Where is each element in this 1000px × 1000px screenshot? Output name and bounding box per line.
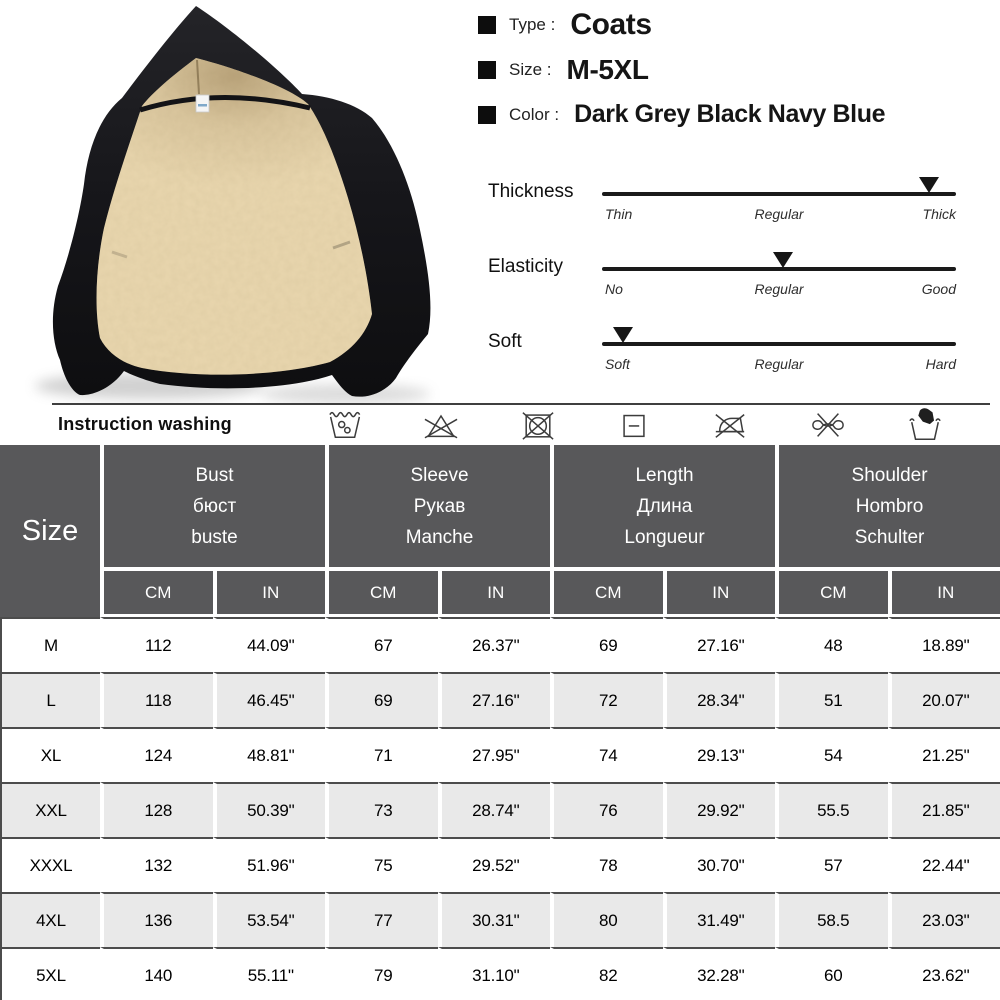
table-row (0, 617, 1000, 672)
scale-left: No (605, 281, 623, 297)
value-cell: 28.34" (663, 672, 776, 727)
value-cell: 140 (100, 947, 213, 1000)
scale-right: Thick (922, 206, 956, 222)
value-cell: 67 (325, 617, 438, 672)
length-header (550, 445, 775, 571)
table-row (0, 947, 1000, 1000)
slider-track (602, 192, 956, 196)
slider-scale (602, 356, 956, 376)
value-cell: 22.44" (888, 837, 1000, 892)
slider-scale (602, 206, 956, 226)
value-cell: 80 (550, 892, 663, 947)
do-not-iron-icon (711, 408, 749, 442)
value-cell: 124 (100, 727, 213, 782)
value-cell: 31.49" (663, 892, 776, 947)
type-label: Type : (509, 14, 556, 34)
scale-center: Regular (754, 356, 804, 372)
value-cell: 82 (550, 947, 663, 1000)
machine-wash-icon (326, 408, 364, 442)
size-corner-header: Size (0, 445, 100, 617)
shoulder-header (775, 445, 1000, 571)
value-cell: 48.81" (213, 727, 326, 782)
scale-center: Regular (754, 206, 804, 222)
value-cell: 55.5 (775, 782, 888, 837)
value-cell: 28.74" (438, 782, 551, 837)
table-row (0, 727, 1000, 782)
attribute-label: Soft (488, 331, 522, 352)
size-table (0, 445, 1000, 1000)
table-header-row (0, 445, 1000, 571)
table-row (0, 892, 1000, 947)
header-sub2: buste (191, 526, 238, 548)
value-cell: 54 (775, 727, 888, 782)
washing-instructions-label: Instruction washing (58, 414, 232, 434)
size-cell: L (0, 672, 100, 727)
attribute-label: Elasticity (488, 256, 563, 277)
scale-left: Thin (605, 206, 633, 222)
header-sub2: Schulter (854, 526, 925, 548)
value-cell: 77 (325, 892, 438, 947)
value-cell: 32.28" (663, 947, 776, 1000)
type-row (478, 2, 885, 47)
color-row (478, 92, 885, 137)
do-not-wring-icon (808, 408, 848, 442)
header-sub1: Hombro (855, 495, 924, 517)
value-cell: 23.62" (888, 947, 1000, 1000)
scale-center: Regular (754, 281, 804, 297)
header-sub1: Длина (636, 495, 693, 517)
header-title: Bust (195, 464, 234, 486)
slider-track (602, 342, 956, 346)
slider-scale (602, 281, 956, 301)
value-cell: 78 (550, 837, 663, 892)
value-cell: 44.09" (213, 617, 326, 672)
value-cell: 132 (100, 837, 213, 892)
value-cell: 29.52" (438, 837, 551, 892)
table-row (0, 672, 1000, 727)
value-cell: 128 (100, 782, 213, 837)
unit-cm: CM (550, 571, 663, 617)
jacket-graphic (0, 0, 460, 405)
header-sub2: Longueur (624, 526, 705, 548)
size-cell: XL (0, 727, 100, 782)
header-title: Sleeve (410, 464, 469, 486)
size-table-body (0, 617, 1000, 1000)
size-value: M-5XL (566, 53, 649, 85)
value-cell: 21.25" (888, 727, 1000, 782)
value-cell: 118 (100, 672, 213, 727)
value-cell: 73 (325, 782, 438, 837)
slider-marker-icon (919, 177, 939, 193)
square-bullet-icon (478, 16, 496, 34)
value-cell: 27.16" (663, 617, 776, 672)
collar-tag (196, 95, 209, 112)
unit-in: IN (213, 571, 326, 617)
scale-right: Good (921, 281, 956, 297)
value-cell: 50.39" (213, 782, 326, 837)
slider-marker-icon (613, 327, 633, 343)
elasticity-slider (478, 245, 958, 320)
value-cell: 48 (775, 617, 888, 672)
size-label: Size : (509, 59, 552, 79)
header-title: Length (635, 464, 694, 486)
unit-in: IN (438, 571, 551, 617)
unit-cm: CM (775, 571, 888, 617)
dry-flat-icon (615, 408, 653, 442)
value-cell: 27.16" (438, 672, 551, 727)
product-photo (0, 0, 460, 405)
bust-header (100, 445, 325, 571)
value-cell: 69 (325, 672, 438, 727)
size-cell: 5XL (0, 947, 100, 1000)
value-cell: 53.54" (213, 892, 326, 947)
do-not-tumble-dry-icon (519, 408, 557, 442)
slider-track (602, 267, 956, 271)
type-value: Coats (570, 7, 652, 41)
size-cell: M (0, 617, 100, 672)
value-cell: 27.95" (438, 727, 551, 782)
unit-cm: CM (100, 571, 213, 617)
washing-icons (326, 407, 944, 443)
scale-left: Soft (605, 356, 630, 372)
square-bullet-icon (478, 61, 496, 79)
table-row (0, 782, 1000, 837)
attribute-sliders (478, 170, 958, 395)
table-row (0, 837, 1000, 892)
value-cell: 74 (550, 727, 663, 782)
hand-wash-icon (906, 407, 944, 443)
sleeve-header (325, 445, 550, 571)
value-cell: 20.07" (888, 672, 1000, 727)
thickness-slider (478, 170, 958, 245)
value-cell: 69 (550, 617, 663, 672)
value-cell: 72 (550, 672, 663, 727)
value-cell: 18.89" (888, 617, 1000, 672)
value-cell: 30.70" (663, 837, 776, 892)
header-sub1: Рукав (413, 495, 466, 517)
value-cell: 58.5 (775, 892, 888, 947)
header-sub1: бюст (192, 495, 237, 517)
value-cell: 57 (775, 837, 888, 892)
value-cell: 23.03" (888, 892, 1000, 947)
size-cell: 4XL (0, 892, 100, 947)
color-label: Color : (509, 104, 560, 124)
value-cell: 29.13" (663, 727, 776, 782)
header-sub2: Manche (405, 526, 474, 548)
color-value: Dark Grey Black Navy Blue (574, 100, 886, 128)
soft-slider (478, 320, 958, 395)
value-cell: 26.37" (438, 617, 551, 672)
value-cell: 55.11" (213, 947, 326, 1000)
value-cell: 136 (100, 892, 213, 947)
separator-line (52, 403, 990, 405)
value-cell: 31.10" (438, 947, 551, 1000)
attribute-label: Thickness (488, 181, 574, 202)
size-row (478, 47, 885, 92)
value-cell: 79 (325, 947, 438, 1000)
header-title: Shoulder (851, 464, 928, 486)
unit-cm: CM (325, 571, 438, 617)
do-not-bleach-icon (422, 408, 460, 442)
size-cell: XXL (0, 782, 100, 837)
value-cell: 75 (325, 837, 438, 892)
value-cell: 60 (775, 947, 888, 1000)
unit-in: IN (663, 571, 776, 617)
product-info (478, 2, 885, 137)
square-bullet-icon (478, 106, 496, 124)
value-cell: 46.45" (213, 672, 326, 727)
value-cell: 71 (325, 727, 438, 782)
value-cell: 30.31" (438, 892, 551, 947)
size-cell: XXXL (0, 837, 100, 892)
unit-header-row (0, 571, 1000, 617)
unit-in: IN (888, 571, 1000, 617)
scale-right: Hard (925, 356, 956, 372)
slider-marker-icon (773, 252, 793, 268)
value-cell: 112 (100, 617, 213, 672)
value-cell: 51.96" (213, 837, 326, 892)
value-cell: 21.85" (888, 782, 1000, 837)
value-cell: 29.92" (663, 782, 776, 837)
value-cell: 51 (775, 672, 888, 727)
value-cell: 76 (550, 782, 663, 837)
